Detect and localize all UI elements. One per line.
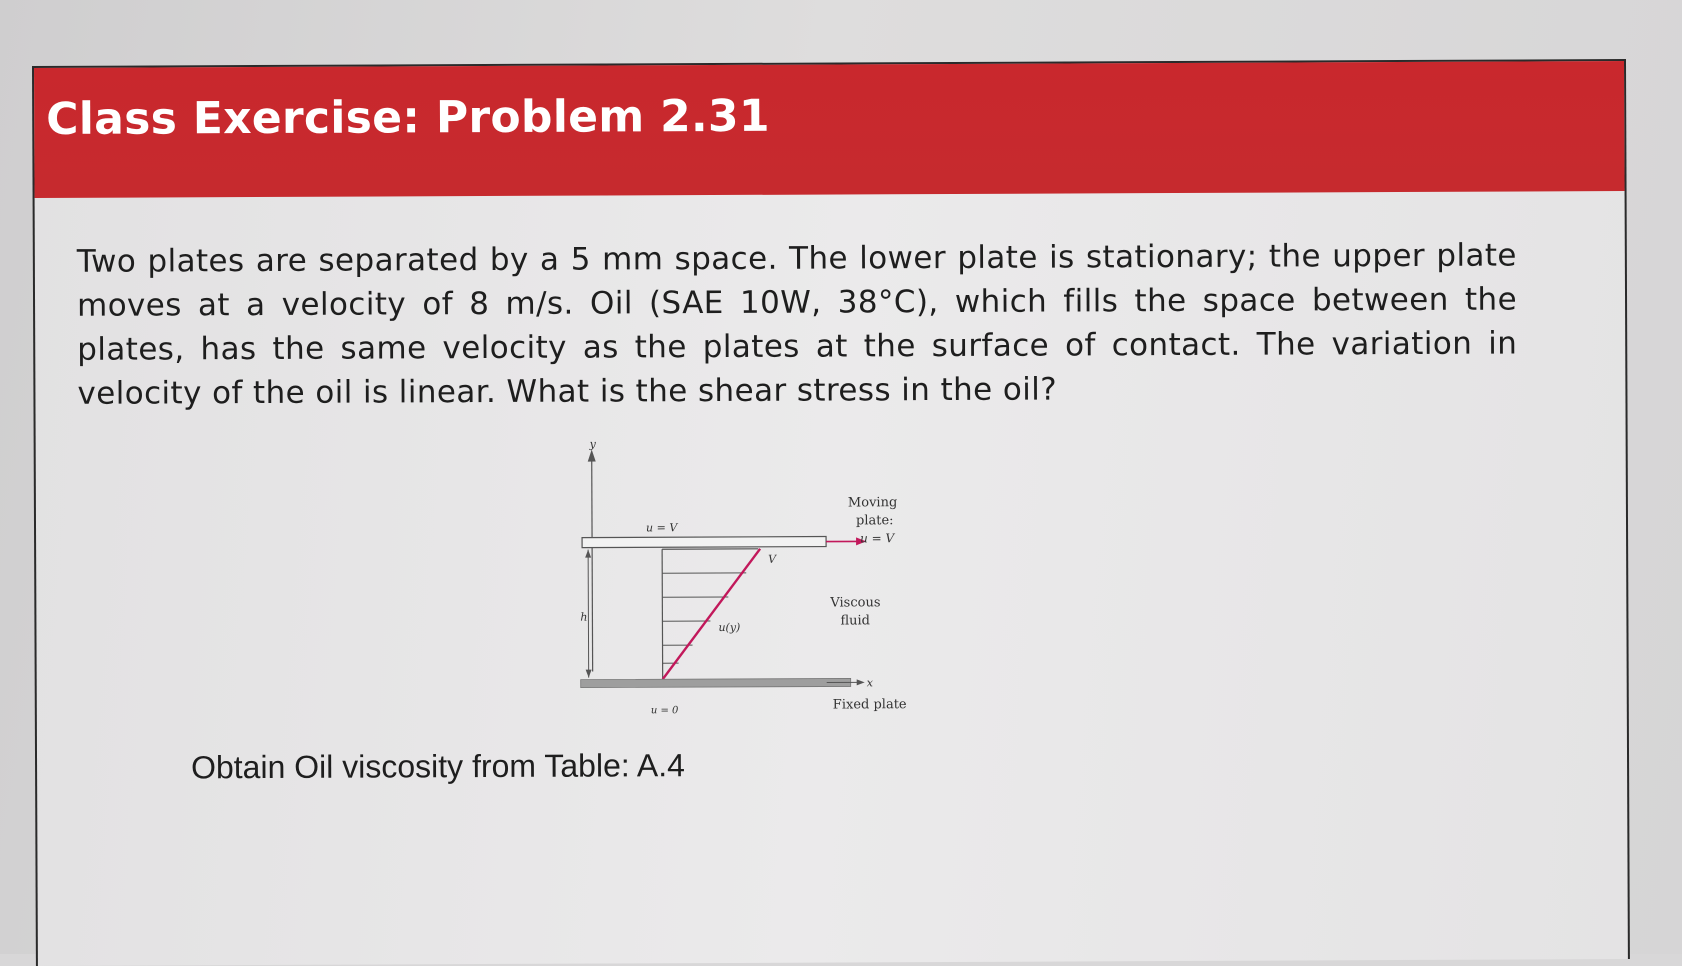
height-label: h <box>580 611 587 624</box>
x-axis-arrow <box>857 679 865 685</box>
bottom-velocity-label: u = 0 <box>651 705 679 716</box>
height-arrow-bottom <box>586 670 592 678</box>
fluid-label-line1: Viscous <box>829 595 880 610</box>
profile-baseline <box>662 549 663 679</box>
fixed-plate <box>581 678 851 687</box>
velocity-profile-line <box>662 549 761 679</box>
y-axis-arrow <box>588 450 596 462</box>
moving-plate-label-line1: Moving <box>848 495 897 510</box>
fluid-label-line2: fluid <box>840 613 870 628</box>
fixed-plate-label: Fixed plate <box>833 697 907 712</box>
couette-flow-diagram <box>576 444 997 706</box>
height-dimension-line <box>588 550 589 678</box>
viscosity-note: Obtain Oil viscosity from Table: A.4 <box>191 747 685 786</box>
height-arrow-top <box>585 550 591 558</box>
profile-label: u(y) <box>718 621 740 634</box>
slide-title: Class Exercise: Problem 2.31 <box>46 91 770 145</box>
moving-plate <box>582 537 826 548</box>
profile-end-label: V <box>768 553 777 566</box>
moving-plate-label-line2: plate: <box>856 513 894 528</box>
slide <box>32 59 1630 966</box>
top-velocity-label: u = V <box>646 521 678 534</box>
y-axis-label: y <box>589 438 597 451</box>
problem-text: Two plates are separated by a 5 mm space. The lower plate is stationary; the upper plate moves at a velocity of 8 m/s. Oil (SAE 10W, 38°C), which fills the space between the plates, has the same velocity as the plates at the surface of contact. The variation in velocity of the oil is linear. What is the shear stress in the oil? <box>77 234 1518 416</box>
y-axis-line <box>592 458 593 672</box>
title-banner <box>34 61 1625 198</box>
moving-plate-label-line3: u = V <box>860 531 895 545</box>
x-axis-label: x <box>867 676 874 689</box>
